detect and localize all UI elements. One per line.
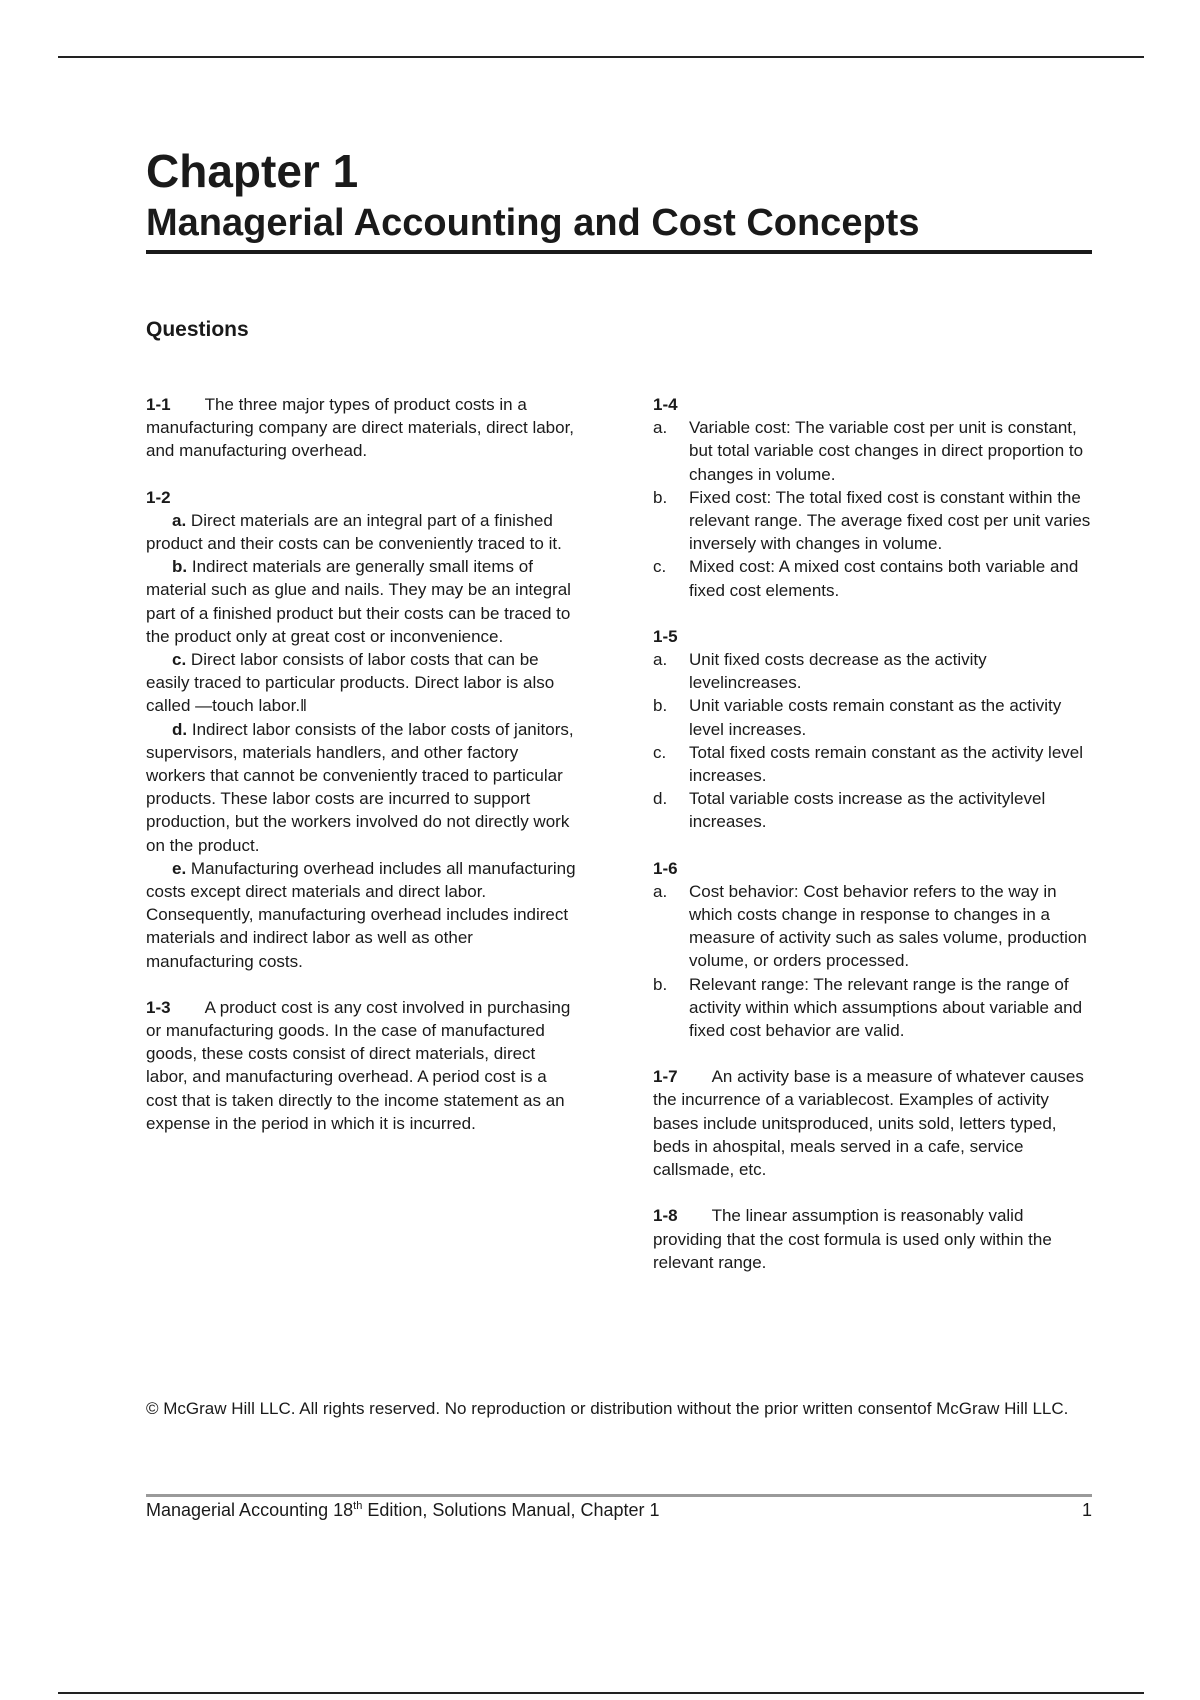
question-1-4 — [653, 393, 1093, 602]
chapter-label: Chapter 1 — [146, 145, 359, 197]
item-text: Indirect labor consists of the labor costs of janitors, supervisors, materials handlers, and other factory workers that cannot be conveniently traced to particular products. These labor costs are incurred to support production, but the workers involved do not directly work on the product. — [146, 719, 574, 855]
item-letter: e. — [172, 858, 187, 878]
item-letter: a. — [653, 418, 668, 438]
list-item — [653, 787, 1093, 833]
question-number: 1-4 — [653, 395, 678, 414]
answer-list — [653, 880, 1093, 1042]
question-number: 1-3 — [146, 997, 171, 1017]
list-item — [653, 694, 1093, 740]
footer-title-pre: Managerial Accounting 18 — [146, 1500, 354, 1520]
top-rule — [58, 56, 1144, 58]
list-item — [653, 416, 1093, 486]
chapter-title: Managerial Accounting and Cost Concepts — [146, 202, 1092, 254]
answer-list — [653, 648, 1093, 834]
list-item — [653, 555, 1093, 601]
answer-item — [146, 648, 576, 718]
page-footer — [146, 1500, 1092, 1521]
question-number: 1-2 — [146, 487, 171, 507]
footer-title-post: Edition, Solutions Manual, Chapter 1 — [362, 1500, 660, 1520]
question-text: A product cost is any cost involved in purchasing or manufacturing goods. In the case of manufactured goods, these costs consist of direct materials, direct labor, and manufacturing overhead. A period cost is a cost that is taken directly to the income statement as an expense in the period in which it is incurred. — [146, 997, 571, 1133]
answer-item — [146, 509, 576, 555]
footer-title-sup: th — [353, 1500, 363, 1512]
question-1-1 — [146, 393, 576, 463]
question-1-5 — [653, 625, 1093, 834]
question-text: An activity base is a measure of whatever causes the incurrence of a variablecost. Examples of activity bases include unitsproduced, units sold, letters typed, beds in ahospital, meals served in a cafe, service callsmade, etc. — [653, 1067, 1084, 1180]
item-text: Fixed cost: The total fixed cost is constant within the relevant range. The average fixed cost per unit varies inversely with changes in volume. — [689, 487, 1091, 554]
item-text: Total variable costs increase as the activitylevel increases. — [689, 789, 1046, 832]
section-heading: Questions — [146, 318, 249, 341]
question-number: 1-6 — [653, 858, 678, 878]
copyright-notice: © McGraw Hill LLC. All rights reserved. No reproduction or distribution without the prior written consentof McGraw Hill LLC. — [146, 1399, 1069, 1418]
item-letter: b. — [653, 696, 668, 716]
answer-item — [146, 857, 576, 973]
footer-rule — [146, 1494, 1092, 1497]
item-text: Direct materials are an integral part of a finished product and their costs can be conveniently traced to it. — [146, 510, 562, 554]
item-letter: a. — [653, 881, 668, 901]
question-text: The three major types of product costs in a manufacturing company are direct materials, direct labor, and manufacturing overhead. — [146, 395, 575, 461]
list-item — [653, 880, 1093, 973]
item-text: Unit fixed costs decrease as the activity levelincreases. — [689, 650, 987, 693]
item-letter: b. — [653, 487, 668, 507]
item-letter: d. — [172, 719, 188, 739]
question-text: The linear assumption is reasonably valid providing that the cost formula is used only within the relevant range. — [653, 1206, 1052, 1272]
item-letter: b. — [172, 557, 188, 577]
answer-item — [146, 555, 576, 648]
question-1-8 — [653, 1204, 1093, 1274]
question-number: 1-5 — [653, 626, 678, 646]
item-text: Total fixed costs remain constant as the activity level increases. — [689, 742, 1084, 786]
list-item — [653, 741, 1093, 787]
left-column — [146, 393, 576, 1158]
item-text: Direct labor consists of labor costs that can be easily traced to particular products. Direct labor is also called ―touch labor.‖ — [146, 650, 555, 716]
question-number: 1-7 — [653, 1067, 678, 1087]
question-1-6 — [653, 857, 1093, 1043]
list-item — [653, 648, 1093, 694]
page-number: 1 — [1081, 1500, 1092, 1520]
item-letter: c. — [653, 742, 667, 762]
item-text: Cost behavior: Cost behavior refers to the way in which costs change in response to changes in a measure of activity such as sales volume, production volume, or orders processed. — [689, 881, 1087, 971]
list-item — [653, 973, 1093, 1043]
footer-title — [146, 1500, 660, 1521]
item-letter: a. — [172, 510, 187, 530]
bottom-rule — [58, 1692, 1144, 1694]
list-item — [653, 486, 1093, 556]
right-column — [653, 393, 1093, 1297]
question-1-2 — [146, 486, 576, 973]
item-text: Manufacturing overhead includes all manufacturing costs except direct materials and direct labor. Consequently, manufacturing overhead includes indirect materials and indirect labor as well as other manufacturing costs. — [146, 858, 576, 971]
question-number: 1-8 — [653, 1206, 678, 1226]
item-letter: c. — [653, 557, 667, 577]
item-text: Variable cost: The variable cost per unit is constant, but total variable cost changes in direct proportion to changes in volume. — [689, 418, 1084, 484]
item-letter: d. — [653, 789, 668, 809]
question-1-7 — [653, 1065, 1093, 1181]
item-text: Relevant range: The relevant range is the range of activity within which assumptions about variable and fixed cost behavior are valid. — [689, 974, 1083, 1041]
answer-item — [146, 718, 576, 857]
item-text: Indirect materials are generally small items of material such as glue and nails. They may be an integral part of a finished product but their costs can be traced to the product only at great cost or inconvenience. — [146, 557, 571, 646]
question-1-3 — [146, 996, 576, 1135]
question-number: 1-1 — [146, 395, 171, 414]
item-text: Unit variable costs remain constant as the activity level increases. — [689, 696, 1062, 739]
item-text: Mixed cost: A mixed cost contains both variable and fixed cost elements. — [689, 557, 1079, 600]
answer-list — [653, 416, 1093, 602]
item-letter: a. — [653, 650, 668, 670]
item-letter: b. — [653, 974, 668, 994]
item-letter: c. — [172, 650, 187, 670]
